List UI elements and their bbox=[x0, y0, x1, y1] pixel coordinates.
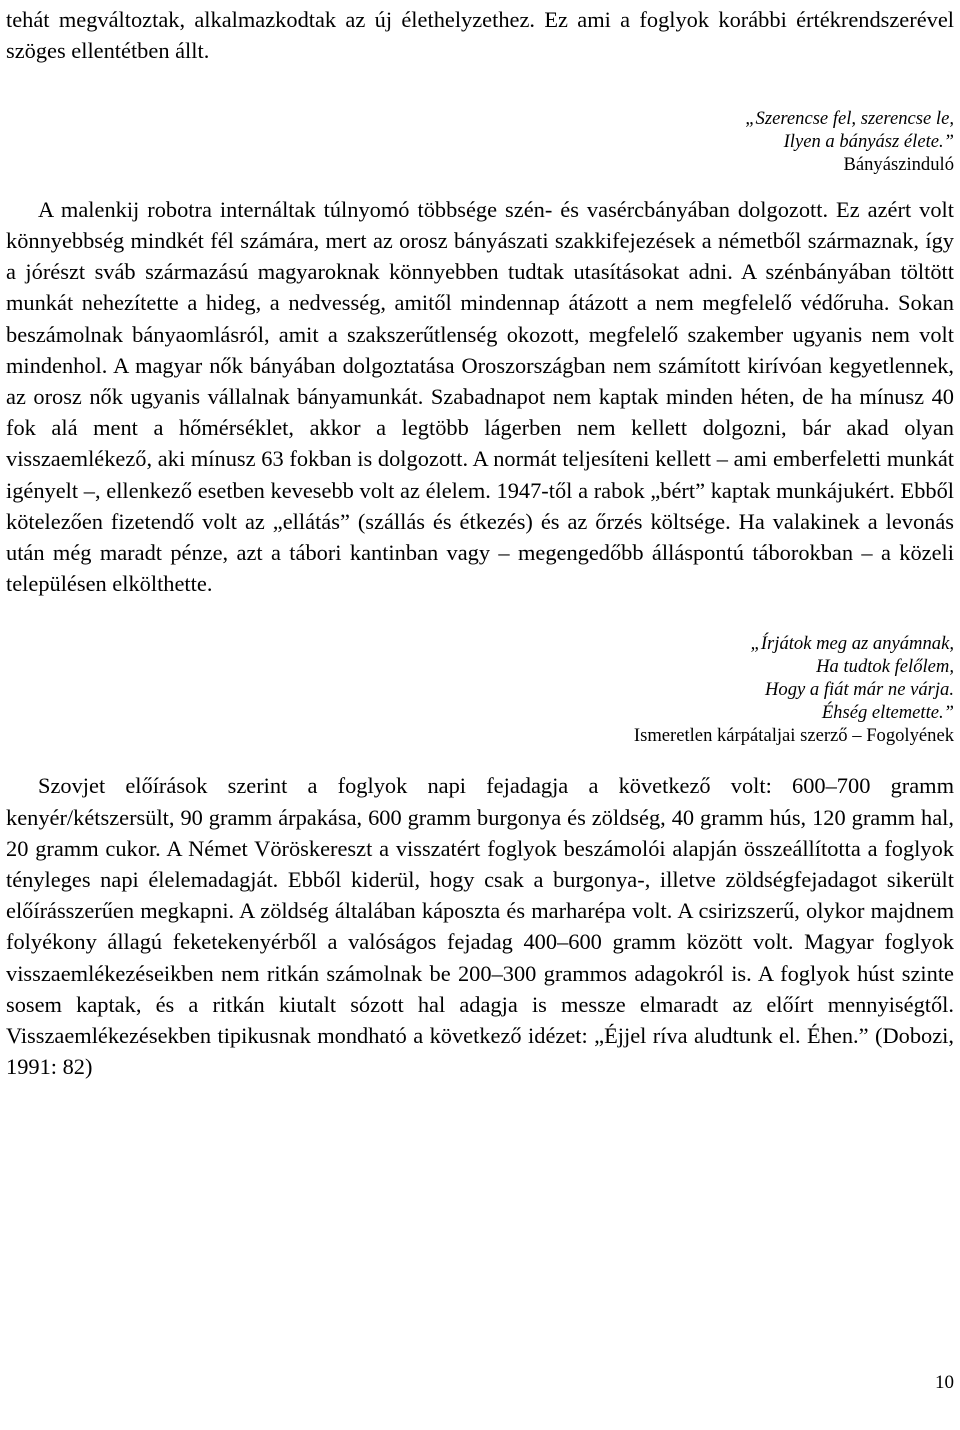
epigraph-prisoner-song bbox=[6, 633, 954, 747]
document-page bbox=[6, 0, 954, 1082]
paragraph-intro: tehát megváltoztak, alkalmazkodtak az új élethelyzethez. Ez ami a foglyok korábbi értékrendszerével szöges ellentétben állt. bbox=[6, 7, 954, 64]
epigraph-attribution: Bányászinduló bbox=[843, 154, 954, 175]
epigraph-line: Éhség eltemette.” bbox=[821, 701, 954, 723]
epigraph-line: Ilyen a bányász élete.” bbox=[783, 131, 954, 153]
paragraph-mining-work: A malenkij robotra internáltak túlnyomó többsége szén- és vasércbányában dolgozott. Ez azért volt könnyebbség mindkét fél számára, mert az orosz bányászati szakkifejezések a németből származnak, így a jórészt sváb származású magyaroknak könnyebben tudtak utasításokat adni. A szénbányában töltött munkát nehezítette a hideg, a nedvesség, amitől mindennap átázott a nem megfelelő védőruha. Sokan beszámolnak bányaomlásról, amit a szakszerűtlenség okozott, megfelelő szakember ugyanis nem volt mindenhol. A magyar nők bányában dolgoztatása Oroszországban nem számított kirívóan kegyetlennek, az orosz nők ugyanis vállalnak bányamunkát. Szabadnapot nem kaptak minden héten, de ha mínusz 40 fok alá ment a hőmérséklet, akkor a legtöbb lágerben nem kellett dolgozni, bár akad olyan visszaemlékező, aki mínusz 63 fokban is dolgozott. A normát teljesíteni kellett – ami emberfeletti munkát igényelt –, ellenkező esetben kevesebb volt az élelem. 1947-től a rabok „bért” kaptak munkájukért. Ebből kötelezően fizetendő volt az „ellátás” (szállás és étkezés) és az őrzés költsége. Ha valakinek a levonás után még maradt pénze, azt a tábori kantinban vagy – megengedőbb álláspontú táborokban – a közeli településen elkölthette. bbox=[6, 196, 954, 597]
paragraph-food-rations: Szovjet előírások szerint a foglyok napi fejadagja a következő volt: 600–700 gramm kenyér/kétszersült, 90 gramm árpakása, 600 gramm burgonya és zöldség, 40 gramm hús, 120 gramm hal, 20 gramm cukor. A Német Vöröskereszt a visszatért foglyok beszámolói alapján összeállította a foglyok tényleges napi élelemadagját. Ebből kiderül, hogy csak a burgonya-, illetve zöldségfejadagot sikerült előírásszerűen megkapni. A zöldség általában káposzta és marharépa volt. A csirizszerű, olykor majdnem folyékony állagú feketekenyérből a valóságos fejadag 400–600 gramm között volt. Magyar foglyok visszaemlékezéseikben nem ritkán számolnak be 200–300 grammos adagokról is. A foglyok húst szinte sosem kaptak, és a ritkán kiutalt sózott hal adagja is messze elmaradt az előírt mennyiségtől. Visszaemlékezésekben tipikusnak mondható a következő idézet: „Éjjel ríva aludtunk el. Éhen.” (Dobozi, 1991: 82) bbox=[6, 773, 954, 1080]
page-number: 10 bbox=[935, 1372, 954, 1393]
epigraph-line: „Írjátok meg az anyámnak, bbox=[750, 633, 954, 655]
epigraph-line: „Szerencse fel, szerencse le, bbox=[745, 108, 954, 130]
epigraph-attribution: Ismeretlen kárpátaljai szerző – Fogolyének bbox=[633, 724, 954, 746]
epigraph-line: Hogy a fiát már ne várja. bbox=[764, 679, 954, 701]
epigraph-line: Ha tudtok felőlem, bbox=[816, 656, 954, 678]
epigraph-mining-song bbox=[6, 108, 954, 176]
